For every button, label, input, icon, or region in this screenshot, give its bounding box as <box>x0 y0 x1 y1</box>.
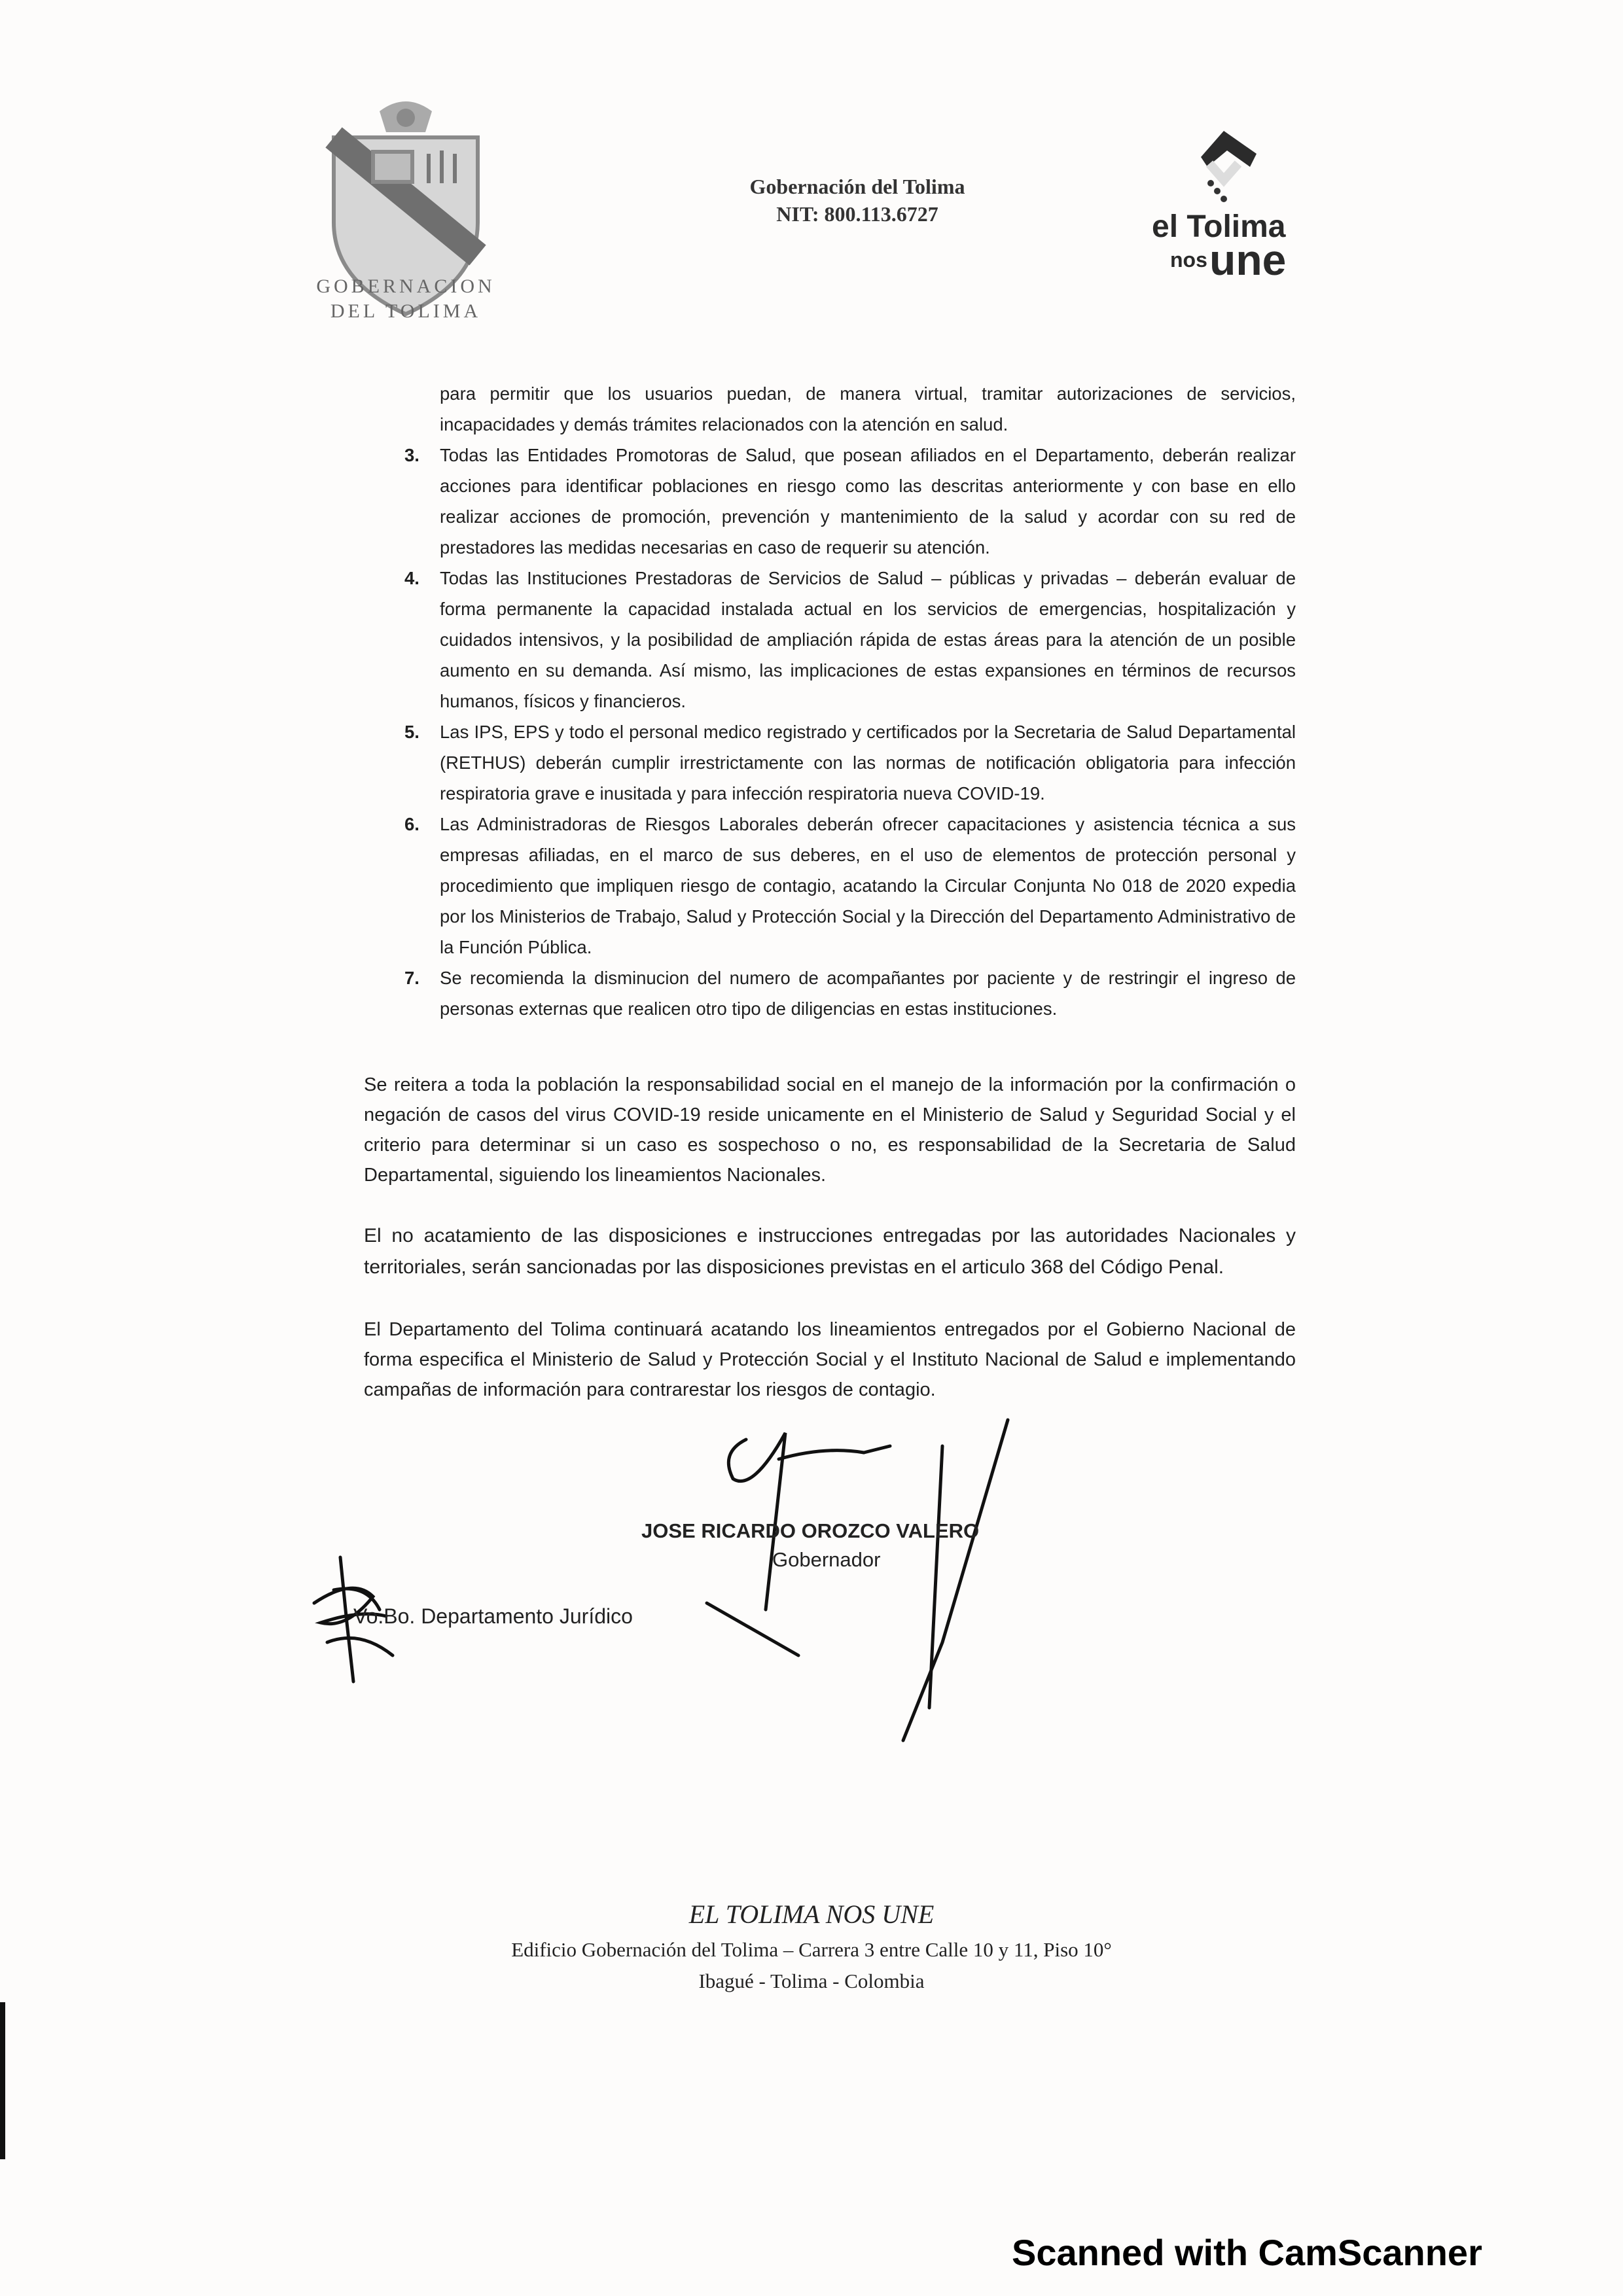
header-org-block <box>668 173 1047 228</box>
list-number: 7. <box>404 968 419 988</box>
vobo-note: Vo.Bo. Departamento Jurídico <box>353 1604 633 1628</box>
list-text: Las Administradoras de Riesgos Laborales deberán ofrecer capacitaciones y asistencia técnica a sus empresas afiliadas, en el marco de sus deberes, en el uso de elementos de protección personal y procedimiento que impliquen riesgo de contagio, acatando la Circular Conjunta No 018 de 2020 expedia por los Ministerios de Trabajo, Salud y Protección Social y la Dirección del Departamento Administrativo de la Función Pública. <box>440 814 1296 957</box>
paragraph-penal: El no acatamiento de las disposiciones e instrucciones entregadas por las autoridades Nacionales y territoriales, serán sancionadas por las disposiciones previstas en el articulo 368 del Código Penal. <box>364 1225 1296 1278</box>
crest-text-line2: DEL TOLIMA <box>330 300 482 322</box>
list-number: 6. <box>404 814 419 834</box>
list-text: Se recomienda la disminucion del numero de acompañantes por paciente y de restringir el ingreso de personas externas que realicen otro tipo de diligencias en estas instituciones. <box>440 968 1296 1019</box>
signatory-name: JOSE RICARDO OROZCO VALERO <box>641 1519 980 1542</box>
list-number: 4. <box>404 568 419 588</box>
paragraph-continuation: El Departamento del Tolima continuará acatando los lineamientos entregados por el Gobierno Nacional de forma especifica el Ministerio de Salud y Protección Social y el Instituto Nacional de Salud e implementando campañas de información para contrarestar los riesgos de contagio. <box>364 1319 1296 1400</box>
document-body <box>364 378 1296 1405</box>
brand-logo-icon <box>1126 118 1315 288</box>
scan-edge-mark <box>0 2002 5 2159</box>
list-text: Las IPS, EPS y todo el personal medico registrado y certificados por la Secretaria de Salud Departamental (RETHUS) deberán cumplir irrestrictamente con las normas de notificación obligatoria para infección respiratoria grave e inusitada y para infección respiratoria nueva COVID-19. <box>440 722 1296 804</box>
list-item <box>364 440 1296 563</box>
brand-nos: nos <box>1170 248 1207 272</box>
scanner-watermark: Scanned with CamScanner <box>1012 2232 1482 2273</box>
signatory-role: Gobernador <box>772 1548 881 1571</box>
org-name: Gobernación del Tolima <box>749 175 965 198</box>
footer-title: EL TOLIMA NOS UNE <box>688 1899 935 1929</box>
footer-city: Ibagué - Tolima - Colombia <box>698 1969 925 1992</box>
list-text: Todas las Entidades Promotoras de Salud, que posean afiliados en el Departamento, deberán realizar acciones para identificar poblaciones en riesgo como las descritas anteriormente y con base en ello realizar acciones de promoción, prevención y mantenimiento de la salud y acordar con su red de prestadores las medidas necesarias en caso de requerir su atención. <box>440 445 1296 557</box>
crest-text-line1: GOBERNACION <box>316 275 495 297</box>
list-number: 5. <box>404 722 419 742</box>
paragraph-responsibility: Se reitera a toda la población la responsabilidad social en el manejo de la información por la confirmación o negación de casos del virus COVID-19 reside unicamente en el Ministerio de Salud y Seguridad Social y el criterio para determinar si un caso es sospechoso o no, es responsabilidad de la Secretaria de Salud Departamental, siguiendo los lineamientos Nacionales. <box>364 1074 1296 1186</box>
list-number: 3. <box>404 445 419 465</box>
signature-mark <box>668 1407 1099 1747</box>
brand-une: une <box>1209 236 1287 284</box>
brand-line1: el Tolima <box>1152 209 1286 244</box>
footer-address: Edificio Gobernación del Tolima – Carrera 3 entre Calle 10 y 11, Piso 10° <box>511 1938 1112 1961</box>
list-item <box>364 716 1296 809</box>
org-nit: NIT: 800.113.6727 <box>776 202 938 226</box>
list-item <box>364 809 1296 963</box>
list-continuation: para permitir que los usuarios puedan, de manera virtual, tramitar autorizaciones de servicios, incapacidades y demás trámites relacionados con la atención en salud. <box>440 383 1296 434</box>
list-item <box>364 563 1296 716</box>
list-item <box>364 963 1296 1024</box>
list-text: Todas las Instituciones Prestadoras de Servicios de Salud – públicas y privadas – deberán evaluar de forma permanente la capacidad instalada actual en los servicios de emergencias, hospitalización y cuidados intensivos, y la posibilidad de ampliación rápida de estas áreas para la atención de un posible aumento en su demanda. Así mismo, las implicaciones de estas expansiones en términos de recursos humanos, físicos y financieros. <box>440 568 1296 711</box>
